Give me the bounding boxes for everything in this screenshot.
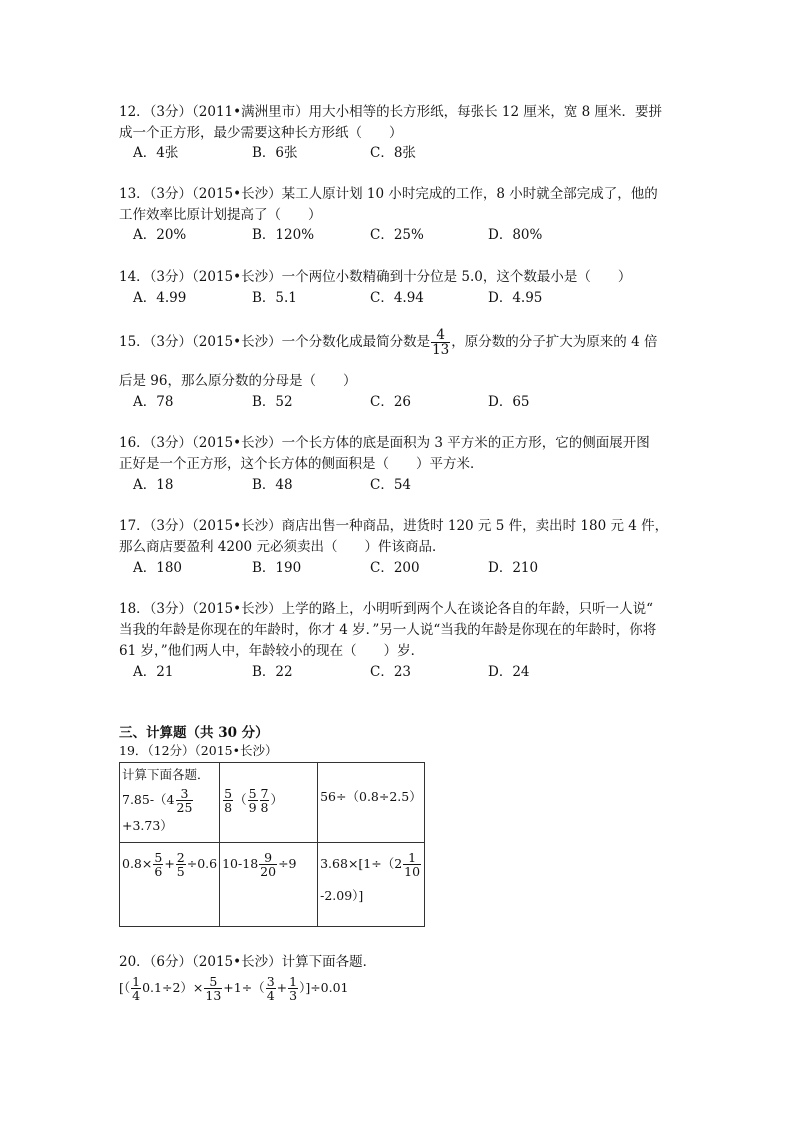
- calc-expr-1-cont: +3.73）: [122, 818, 173, 834]
- section-title: 三、计算题（共 30 分）: [119, 725, 269, 741]
- q13-line2: 工作效率比原计划提高了（ ）: [119, 207, 322, 223]
- q15-option-d: D．65: [488, 394, 530, 410]
- q14-option-d: D．4.95: [488, 290, 543, 306]
- q17-option-b: B．190: [252, 560, 302, 576]
- calc-cell-1: [120, 763, 220, 843]
- q18-option-c: C．23: [370, 664, 412, 680]
- q12-line1: 12．（3分）（2011•满洲里市）用大小相等的长方形纸，每张长 12 厘米，宽 8 厘米．要拼: [119, 104, 663, 120]
- calc-expr-6: 3.68×[1÷（2 $\frac{1}{10}$: [320, 850, 421, 880]
- calc-cell-2: [220, 763, 318, 843]
- calc-cell-4: [120, 843, 220, 927]
- calc-expr-6-cont: -2.09）]: [320, 888, 364, 904]
- calc-cell-6: [318, 843, 425, 927]
- q15-option-a: A．78: [133, 394, 174, 410]
- q20-expression: [（ $\frac{1}{4}$ 0.1÷2）× $\frac{5}{13}$ +1÷（ $\frac{3}{4}$ + $\frac{1}{3}$ ）]÷0.01: [119, 974, 349, 1004]
- q17-option-d: D．210: [488, 560, 539, 576]
- calc-instruction: 计算下面各题．: [122, 767, 210, 782]
- q14-option-b: B．5.1: [252, 290, 297, 306]
- q15-text-before: 15．（3分）（2015•长沙）一个分数化成最简分数是: [119, 334, 431, 351]
- q13-option-d: D．80%: [488, 227, 543, 243]
- q17-option-c: C．200: [370, 560, 420, 576]
- q18-line3: 61 岁，”他们两人中，年龄较小的现在（ ）岁．: [119, 643, 425, 659]
- q15-text-after: ，原分数的分子扩大为原来的 4 倍: [451, 334, 658, 351]
- q18-option-d: D．24: [488, 664, 530, 680]
- q12-line2: 成一个正方形，最少需要这种长方形纸（ ）: [119, 125, 403, 141]
- q16-line1: 16．（3分）（2015•长沙）一个长方体的底是面积为 3 平方米的正方形，它的侧面展开图: [119, 435, 650, 451]
- q17-line1: 17．（3分）（2015•长沙）商店出售一种商品，进货时 120 元 5 件，卖出时 180 元 4 件，: [119, 518, 669, 534]
- calc-expr-3: 56÷（0.8÷2.5）: [320, 789, 422, 804]
- q15-line2: 后是 96，那么原分数的分母是（ ）: [119, 373, 357, 389]
- q13-option-b: B．120%: [252, 227, 315, 243]
- q13-option-a: A．20%: [133, 227, 187, 243]
- q18-line2: 当我的年龄是你现在的年龄时，你才 4 岁．”另一人说“当我的年龄是你现在的年龄时，你将: [119, 622, 657, 638]
- q14-line1: 14．（3分）（2015•长沙）一个两位小数精确到十分位是 5.0，这个数最小是（ ）: [119, 269, 632, 285]
- q13-line1: 13．（3分）（2015•长沙）某工人原计划 10 小时完成的工作，8 小时就全部完成了，他的: [119, 186, 658, 202]
- q15-option-c: C．26: [370, 394, 412, 410]
- q15-frac-numerator: 4: [431, 328, 450, 343]
- q18-line1: 18．（3分）（2015•长沙）上学的路上，小明听到两个人在谈论各自的年龄，只听一人说“: [119, 601, 653, 617]
- q20-header: 20．（6分）（2015•长沙）计算下面各题．: [119, 954, 377, 970]
- q16-option-c: C．54: [370, 477, 412, 493]
- q18-option-b: B．22: [252, 664, 293, 680]
- calc-cell-3: [318, 763, 425, 843]
- q16-option-a: A．18: [133, 477, 174, 493]
- q13-option-c: C．25%: [370, 227, 424, 243]
- calc-expr-4: 0.8× $\frac{5}{6}$ + $\frac{2}{5}$ ÷0.6: [122, 850, 218, 880]
- calc-expr-5: 10-18 $\frac{9}{20}$ ÷9: [222, 850, 297, 880]
- q19-header: 19．（12分）（2015•长沙）: [119, 743, 278, 758]
- q15-line1: [119, 328, 657, 357]
- calc-cell-5: [220, 843, 318, 927]
- q15-frac-denominator: 13: [432, 342, 450, 359]
- q16-line2: 正好是一个正方形，这个长方体的侧面积是（ ）平方米．: [119, 456, 484, 472]
- q17-line2: 那么商店要盈利 4200 元必须卖出（ ）件该商品．: [119, 539, 446, 555]
- q12-option-a: A．4张: [133, 145, 179, 161]
- q18-option-a: A．21: [133, 664, 174, 680]
- q14-option-c: C．4.94: [370, 290, 424, 306]
- q14-option-a: A．4.99: [133, 290, 187, 306]
- calc-expr-1: 7.85-（4 $\frac{3}{25}$: [122, 786, 193, 816]
- q17-option-a: A．180: [133, 560, 183, 576]
- q15-option-b: B．52: [252, 394, 293, 410]
- q16-option-b: B．48: [252, 477, 293, 493]
- calc-table: [119, 762, 425, 927]
- q15-fraction: [431, 328, 450, 357]
- q12-option-b: B．6张: [252, 145, 298, 161]
- q12-option-c: C．8张: [370, 145, 416, 161]
- calc-expr-2: $\frac{5}{8}$ （ $\frac{5}{9}$ $\frac{7}{8}$ ）: [224, 786, 283, 816]
